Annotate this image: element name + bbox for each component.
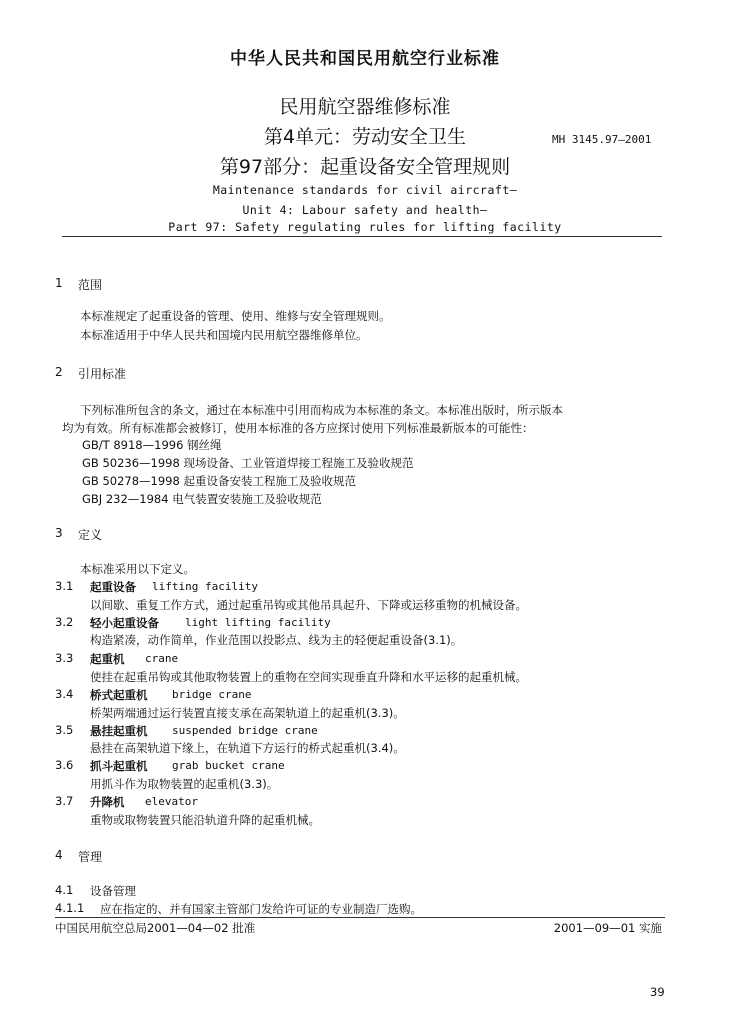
definition-description: 桥架两端通过运行装置直接支承在高架轨道上的起重机(3.3)。 (90, 706, 405, 720)
definition-number: 3.6 (55, 758, 74, 772)
section-1-paragraph-1: 本标准规定了起重设备的管理、使用、维修与安全管理规则。 (80, 309, 391, 323)
section-2-paragraph-1: 下列标准所包含的条文，通过在本标准中引用而构成为本标准的条文。本标准出版时，所示版本 (80, 403, 563, 417)
section-3-number: 3 (55, 526, 63, 540)
definition-number: 3.2 (55, 615, 74, 629)
title-line-1: 民用航空器维修标准 (279, 96, 451, 118)
definition-description: 重物或取物装置只能沿轨道升降的起重机械。 (90, 813, 320, 827)
definition-term-en: suspended bridge crane (172, 724, 318, 737)
definition-term-en: grab bucket crane (172, 759, 285, 772)
title-line-3: 第97部分：起重设备安全管理规则 (219, 156, 511, 178)
definition-term-en: light lifting facility (185, 616, 331, 629)
definition-number: 3.4 (55, 687, 74, 701)
definition-number: 3.7 (55, 794, 74, 808)
definition-description: 用抓斗作为取物装置的起重机(3.3)。 (90, 777, 279, 791)
definition-description: 使挂在起重吊钩或其他取物装置上的重物在空间实现垂直升降和水平运移的起重机械。 (90, 670, 527, 684)
item-text: 应在指定的、并有国家主管部门发给许可证的专业制造厂选购。 (100, 902, 422, 916)
definition-term: 轻小起重设备 (90, 616, 159, 630)
definition-description: 构造紧凑，动作简单，作业范围以投影点、线为主的轻便起重设备(3.1)。 (90, 633, 463, 647)
definition-term: 起重设备 (90, 580, 136, 594)
section-1-title: 范围 (78, 278, 103, 292)
section-2-number: 2 (55, 365, 63, 379)
implementation-date: 2001—09—01 实施 (553, 921, 662, 935)
reference-item: GB 50236—1998 现场设备、工业管道焊接工程施工及验收规范 (82, 456, 414, 470)
standard-header: 中华人民共和国民用航空行业标准 (230, 49, 500, 69)
standard-code: MH 3145.97—2001 (552, 133, 652, 146)
section-4-number: 4 (55, 848, 63, 862)
subsection-title: 设备管理 (90, 884, 136, 898)
item-number: 4.1.1 (55, 901, 85, 915)
english-title-line-3: Part 97: Safety regulating rules for lifting facility (168, 220, 562, 234)
approval-date: 中国民用航空总局2001—04—02 批准 (55, 921, 256, 935)
title-divider (62, 236, 662, 237)
definition-term-en: bridge crane (172, 688, 252, 701)
section-1-paragraph-2: 本标准适用于中华人民共和国境内民用航空器维修单位。 (80, 328, 368, 342)
subsection-number: 4.1 (55, 883, 74, 897)
definition-term: 起重机 (90, 652, 125, 666)
title-line-2: 第4单元：劳动安全卫生 (263, 126, 467, 148)
english-title-line-2: Unit 4: Labour safety and health— (242, 203, 488, 217)
section-2-paragraph-2: 均为有效。所有标准都会被修订，使用本标准的各方应探讨使用下列标准最新版本的可能性： (62, 421, 534, 435)
english-title-line-1: Maintenance standards for civil aircraft— (212, 183, 518, 197)
section-1-number: 1 (55, 276, 63, 290)
definition-term-en: elevator (145, 795, 198, 808)
definition-term-en: lifting facility (152, 580, 258, 593)
definition-term: 桥式起重机 (90, 688, 148, 702)
reference-item: GB/T 8918—1996 钢丝绳 (82, 438, 222, 452)
page-number: 39 (650, 985, 665, 999)
definition-description: 悬挂在高架轨道下缘上，在轨道下方运行的桥式起重机(3.4)。 (90, 741, 405, 755)
definition-term: 升降机 (90, 795, 125, 809)
section-2-title: 引用标准 (78, 367, 127, 381)
definition-term: 悬挂起重机 (90, 724, 148, 738)
definition-term: 抓斗起重机 (90, 759, 148, 773)
definition-term-en: crane (145, 652, 179, 665)
definition-number: 3.5 (55, 723, 74, 737)
definition-description: 以间歇、重复工作方式，通过起重吊钩或其他吊具起升、下降或运移重物的机械设备。 (90, 598, 527, 612)
section-3-title: 定义 (78, 528, 103, 542)
footer-divider (55, 917, 665, 918)
section-4-title: 管理 (78, 850, 103, 864)
definition-number: 3.3 (55, 651, 74, 665)
section-3-intro: 本标准采用以下定义。 (80, 562, 195, 576)
definition-number: 3.1 (55, 579, 74, 593)
reference-item: GBJ 232—1984 电气装置安装施工及验收规范 (82, 492, 322, 506)
reference-item: GB 50278—1998 起重设备安装工程施工及验收规范 (82, 474, 356, 488)
